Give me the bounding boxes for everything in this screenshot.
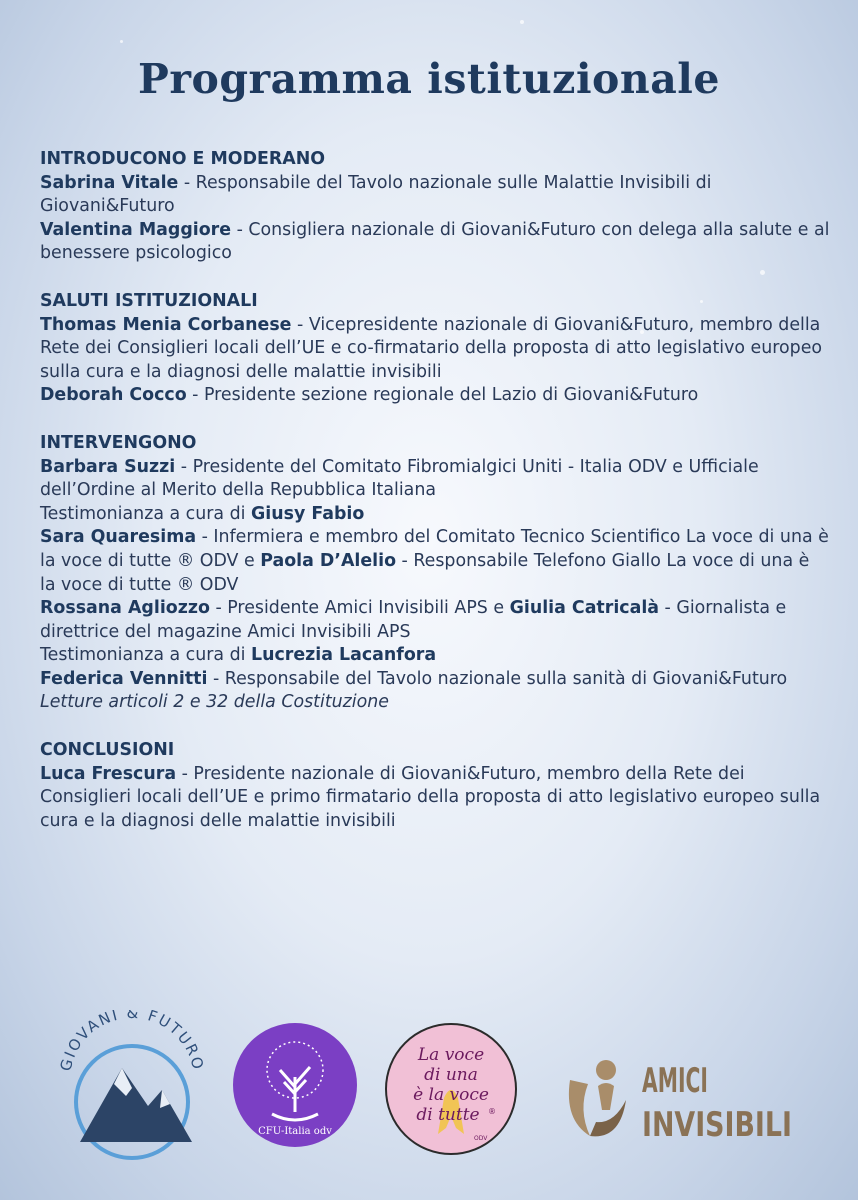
speaker-role: - Vicepresidente nazionale di Giovani&Futuro, membro della Rete dei Consiglieri locali dell’UE e co-firmatario della proposta di atto legislativo europeo sulla cura e la diagnosi delle malattie invisibili [40,314,823,382]
mountain-icon [52,1010,212,1160]
section-heading: INTRODUCONO E MODERANO [40,149,326,169]
programme-entry [40,314,830,385]
speaker-name: Paola D’Alelio [260,550,397,571]
amici-mark-icon [560,1040,810,1150]
speaker-name: Deborah Cocco [40,385,187,406]
speaker-name: Giulia Catricalà [509,598,660,619]
programme-entry [40,526,830,597]
section-3 [40,739,830,833]
programme-content [40,148,830,857]
logo-voce-line2: di una [424,1065,478,1085]
logo-voce-line1: La voce [417,1045,485,1065]
speaker-name: Barbara Suzzi [40,456,176,477]
logo-cfu-italia [232,1022,358,1148]
speaker-role: - Presidente Amici Invisibili APS e [209,598,510,619]
section-heading: SALUTI ISTITUZIONALI [40,290,258,311]
programme-entry [40,172,830,219]
speaker-role: - Presidente nazionale di Giovani&Futuro, membro della Rete dei Consiglieri locali dell’UE e primo firmatario della proposta di atto legislativo europeo sulla cura e la diagnosi delle malattie invisibili [40,763,821,831]
logo-voce-line4: di tutte [416,1105,480,1125]
tree-hands-icon [232,1022,358,1148]
logo-cfu-text: CFU-Italia odv [258,1126,332,1137]
section-heading: INTERVENGONO [40,432,197,453]
speaker-name: Thomas Menia Corbanese [40,314,292,335]
logo-voce-line3: è la voce [413,1085,489,1105]
reading-note: Letture articoli 2 e 32 della Costituzione [40,692,389,713]
logo-amici-invisibili [560,1040,810,1150]
speaker-name: Federica Vennitti [40,668,208,689]
speaker-role: - Presidente del Comitato Fibromialgici Uniti - Italia ODV e Ufficiale dell’Ordine al Merito della Repubblica Italiana [40,456,759,501]
page-title: Programma istituzionale [138,55,720,103]
entry-prefix: Testimonianza a cura di [40,645,252,666]
programme-entry [40,763,830,834]
sparkle [120,40,123,43]
logo-giovani-futuro-text: GIOVANI & FUTURO [56,1010,208,1073]
svg-text:GIOVANI & FUTURO [57,1010,208,1073]
speaker-name: Luca Frescura [40,763,177,784]
programme-entry [40,456,830,503]
programme-entry [40,644,830,668]
logo-voce-mark: ® [488,1107,496,1116]
programme-entry [40,503,830,527]
speaker-name: Giusy Fabio [251,503,365,524]
logo-voce-sub: ODV [474,1135,488,1142]
section-1 [40,290,830,408]
section-2 [40,432,830,715]
programme-entry [40,384,830,408]
speaker-role: - Giornalista e direttrice del magazine Amici Invisibili APS [40,598,787,642]
sparkle [520,20,524,24]
section-0 [40,148,830,266]
speaker-name: Sara Quaresima [40,527,197,548]
ribbon-icon [384,1022,518,1156]
programme-entry [40,597,830,644]
speaker-role: - Infermiera e membro del Comitato Tecnico Scientifico La voce di una è la voce di tutte ® ODV e [40,527,829,571]
speaker-name: Sabrina Vitale [40,172,179,193]
speaker-role: - Responsabile Telefono Giallo La voce di una è la voce di tutte ® ODV [40,550,810,595]
speaker-name: Valentina Maggiore [40,219,232,240]
entry-prefix: Testimonianza a cura di [40,503,252,524]
section-heading: CONCLUSIONI [40,740,175,761]
speaker-role: - Presidente sezione regionale del Lazio di Giovani&Futuro [186,385,699,406]
logo-amici-line1: AMICI [642,1061,708,1101]
logo-la-voce [384,1022,518,1156]
logo-amici-line2: INVISIBILI [642,1105,792,1145]
speaker-name: Rossana Agliozzo [40,598,210,619]
speaker-name: Lucrezia Lacanfora [251,645,437,666]
programme-entry [40,219,830,266]
speaker-role: - Responsabile del Tavolo nazionale sulla sanità di Giovani&Futuro [207,668,788,689]
logo-giovani-futuro [52,1010,212,1160]
programme-entry [40,691,830,715]
programme-entry [40,668,830,692]
speaker-role: - Responsabile del Tavolo nazionale sulle Malattie Invisibili di Giovani&Futuro [40,172,712,217]
sponsor-logos [0,1010,858,1160]
speaker-role: - Consigliera nazionale di Giovani&Futuro con delega alla salute e al benessere psicologico [40,219,830,264]
